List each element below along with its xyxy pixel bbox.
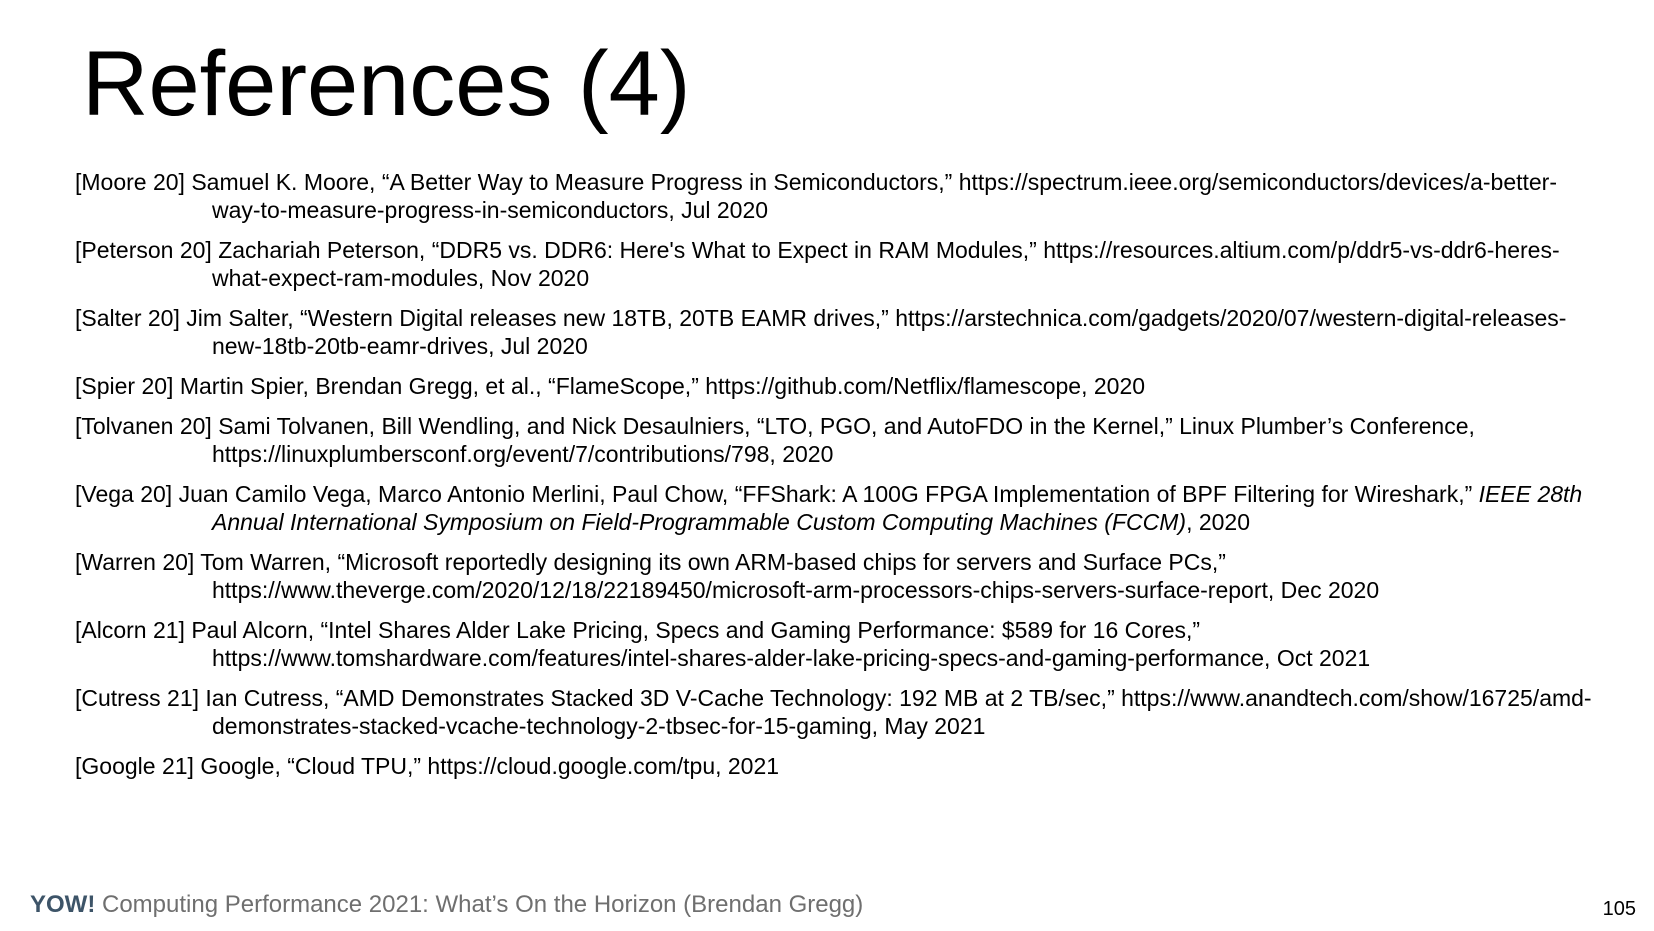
reference-key: [Google 21] [75, 753, 194, 779]
reference-key: [Tolvanen 20] [75, 413, 212, 439]
reference-google-21 [75, 752, 1595, 780]
reference-text: Google, “Cloud TPU,” https://cloud.google.com/tpu, 2021 [200, 753, 780, 779]
reference-salter-20 [75, 304, 1595, 360]
reference-list [75, 168, 1595, 792]
page-number: 105 [1602, 898, 1636, 920]
page-title: References (4) [82, 33, 691, 135]
reference-text: Zachariah Peterson, “DDR5 vs. DDR6: Here's What to Expect in RAM Modules,” https://resources.altium.com/p/ddr5-vs-ddr6-heres-what-expect-ram-modules, Nov 2020 [212, 237, 1560, 291]
talk-title: Computing Performance 2021: What’s On the Horizon (Brendan Gregg) [102, 891, 864, 918]
brand-logo-text: YOW! [30, 891, 96, 918]
reference-text: Sami Tolvanen, Bill Wendling, and Nick Desaulniers, “LTO, PGO, and AutoFDO in the Kernel,” Linux Plumber’s Conference, https://linuxplumbersconf.org/event/7/contributions/798, 2020 [212, 413, 1475, 467]
reference-alcorn-21 [75, 616, 1595, 672]
reference-key: [Vega 20] [75, 481, 173, 507]
reference-text: Jim Salter, “Western Digital releases new 18TB, 20TB EAMR drives,” https://arstechnica.com/gadgets/2020/07/western-digital-releases-new-18tb-20tb-eamr-drives, Jul 2020 [186, 305, 1567, 359]
reference-key: [Moore 20] [75, 169, 185, 195]
reference-key: [Salter 20] [75, 305, 180, 331]
reference-key: [Cutress 21] [75, 685, 199, 711]
reference-key: [Warren 20] [75, 549, 195, 575]
reference-key: [Alcorn 21] [75, 617, 185, 643]
reference-text: Samuel K. Moore, “A Better Way to Measure Progress in Semiconductors,” https://spectrum.ieee.org/semiconductors/devices/a-better-way-to-measure-progress-in-semiconductors, Jul 2020 [191, 169, 1558, 223]
reference-peterson-20 [75, 236, 1595, 292]
reference-spier-20 [75, 372, 1595, 400]
reference-tolvanen-20 [75, 412, 1595, 468]
footer [30, 891, 863, 919]
reference-warren-20 [75, 548, 1595, 604]
reference-moore-20 [75, 168, 1595, 224]
reference-text: Paul Alcorn, “Intel Shares Alder Lake Pricing, Specs and Gaming Performance: $589 for 16 Cores,” https://www.tomshardware.com/features/intel-shares-alder-lake-pricing-specs-and-gaming-performance, Oct 2021 [191, 617, 1371, 671]
reference-text: Tom Warren, “Microsoft reportedly designing its own ARM-based chips for servers and Surface PCs,” https://www.theverge.com/2020/12/18/22189450/microsoft-arm-processors-chips-servers-surface-report, Dec 2020 [200, 549, 1380, 603]
reference-text: Ian Cutress, “AMD Demonstrates Stacked 3D V-Cache Technology: 192 MB at 2 TB/sec,” https://www.anandtech.com/show/16725/amd-demonstrates-stacked-vcache-technology-2-tbsec-for-15-gaming, May 2021 [205, 685, 1592, 739]
reference-vega-20 [75, 480, 1595, 536]
reference-cutress-21 [75, 684, 1595, 740]
reference-key: [Spier 20] [75, 373, 174, 399]
reference-venue: IEEE 28th Annual International Symposium on Field-Programmable Custom Computing Machines (FCCM) [212, 481, 1583, 535]
reference-text: Juan Camilo Vega, Marco Antonio Merlini, Paul Chow, “FFShark: A 100G FPGA Implementation of BPF Filtering for Wireshark,” [178, 481, 1473, 507]
reference-text: Martin Spier, Brendan Gregg, et al., “FlameScope,” https://github.com/Netflix/flamescope, 2020 [179, 373, 1146, 399]
reference-tail: , 2020 [1186, 509, 1251, 535]
reference-key: [Peterson 20] [75, 237, 212, 263]
